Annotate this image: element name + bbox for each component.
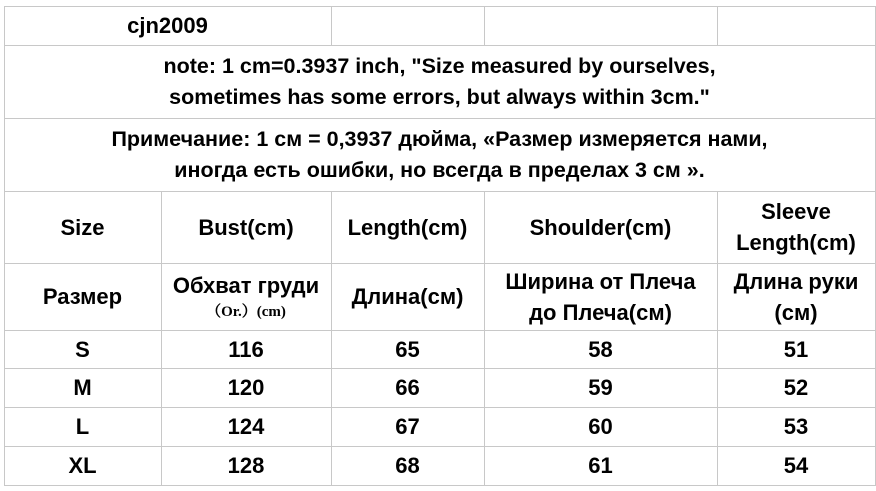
cell-length-value: 68 [395, 453, 420, 478]
cell-shoulder [484, 407, 717, 446]
cell-shoulder-value: 60 [588, 414, 613, 439]
header-size [4, 191, 161, 263]
cell-shoulder [484, 368, 717, 407]
header-bust-label: Bust(cm) [198, 214, 294, 240]
cell-sleeve [717, 330, 875, 368]
cell-bust [161, 446, 331, 485]
title-cell [4, 6, 331, 45]
cell-sleeve-value: 54 [783, 453, 809, 478]
cell-length [331, 368, 484, 407]
cell-shoulder [484, 446, 717, 485]
cell-sleeve-value: 53 [783, 414, 809, 439]
header-sleeve-ru-label-line2: (см) [774, 299, 818, 325]
header-sleeve-label-line1: Sleeve [761, 199, 831, 224]
cell-size [4, 330, 161, 368]
header-size-ru [4, 263, 161, 330]
header-shoulder-ru-label-line1: Ширина от Плеча [505, 268, 696, 294]
cell-bust [161, 407, 331, 446]
cell-size-value: L [75, 414, 90, 439]
cell-shoulder [484, 330, 717, 368]
cell-size [4, 407, 161, 446]
header-length [331, 191, 484, 263]
cell-sleeve [717, 407, 875, 446]
note-russian-line2: иногда есть ошибки, но всегда в пределах 3 см ». [174, 157, 705, 182]
cell-bust-value: 128 [227, 453, 265, 478]
cell-shoulder-value: 61 [588, 453, 613, 478]
cell-bust [161, 330, 331, 368]
header-sleeve-label-line2: Length(cm) [736, 230, 856, 255]
header-sleeve [717, 191, 875, 263]
cell-length [331, 330, 484, 368]
header-bust-ru [161, 263, 331, 330]
cell-length [331, 407, 484, 446]
cell-shoulder-value: 59 [588, 375, 613, 400]
note-english-line1: note: 1 cm=0.3937 inch, "Size measured by ourselves, [163, 53, 716, 78]
header-bust-ru-label-line2: （Or.）(cm) [206, 304, 286, 320]
cell-length-value: 67 [395, 414, 420, 439]
header-shoulder-label: Shoulder(cm) [529, 214, 672, 240]
cell-size-value: S [75, 336, 90, 362]
note-russian-line1: Примечание: 1 см = 0,3937 дюйма, «Размер измеряется нами, [111, 126, 768, 151]
cell-sleeve-value: 52 [783, 375, 809, 400]
title-text: cjn2009 [127, 13, 208, 38]
header-shoulder [484, 191, 717, 263]
cell-size [4, 446, 161, 485]
grid-line [484, 6, 485, 45]
header-length-ru-label: Длина(см) [351, 284, 464, 309]
cell-sleeve [717, 368, 875, 407]
note-english [4, 45, 875, 118]
cell-length [331, 446, 484, 485]
header-sleeve-ru-label-line1: Длина руки [733, 268, 859, 294]
grid-line [4, 485, 876, 486]
cell-sleeve [717, 446, 875, 485]
header-bust-ru-label-line1: Обхват груди [172, 273, 320, 298]
cell-size-value: XL [68, 453, 97, 478]
cell-sleeve-value: 51 [783, 336, 809, 362]
grid-line [331, 6, 332, 45]
header-size-label: Size [60, 214, 105, 240]
cell-bust-value: 124 [227, 414, 265, 439]
cell-length-value: 65 [395, 336, 420, 362]
cell-size [4, 368, 161, 407]
header-shoulder-ru [484, 263, 717, 330]
header-bust [161, 191, 331, 263]
note-russian [4, 118, 875, 191]
header-length-label: Length(cm) [347, 214, 468, 240]
cell-bust [161, 368, 331, 407]
header-length-ru [331, 263, 484, 330]
header-shoulder-ru-label-line2: до Плеча(см) [529, 299, 672, 325]
header-sleeve-ru [717, 263, 875, 330]
cell-bust-value: 120 [227, 375, 265, 400]
cell-length-value: 66 [395, 375, 420, 400]
cell-bust-value: 116 [228, 336, 264, 362]
cell-size-value: M [73, 375, 92, 400]
grid-line [717, 6, 718, 45]
header-size-ru-label: Размер [42, 284, 123, 309]
note-english-line2: sometimes has some errors, but always within 3cm." [169, 84, 710, 109]
cell-shoulder-value: 58 [588, 336, 613, 362]
